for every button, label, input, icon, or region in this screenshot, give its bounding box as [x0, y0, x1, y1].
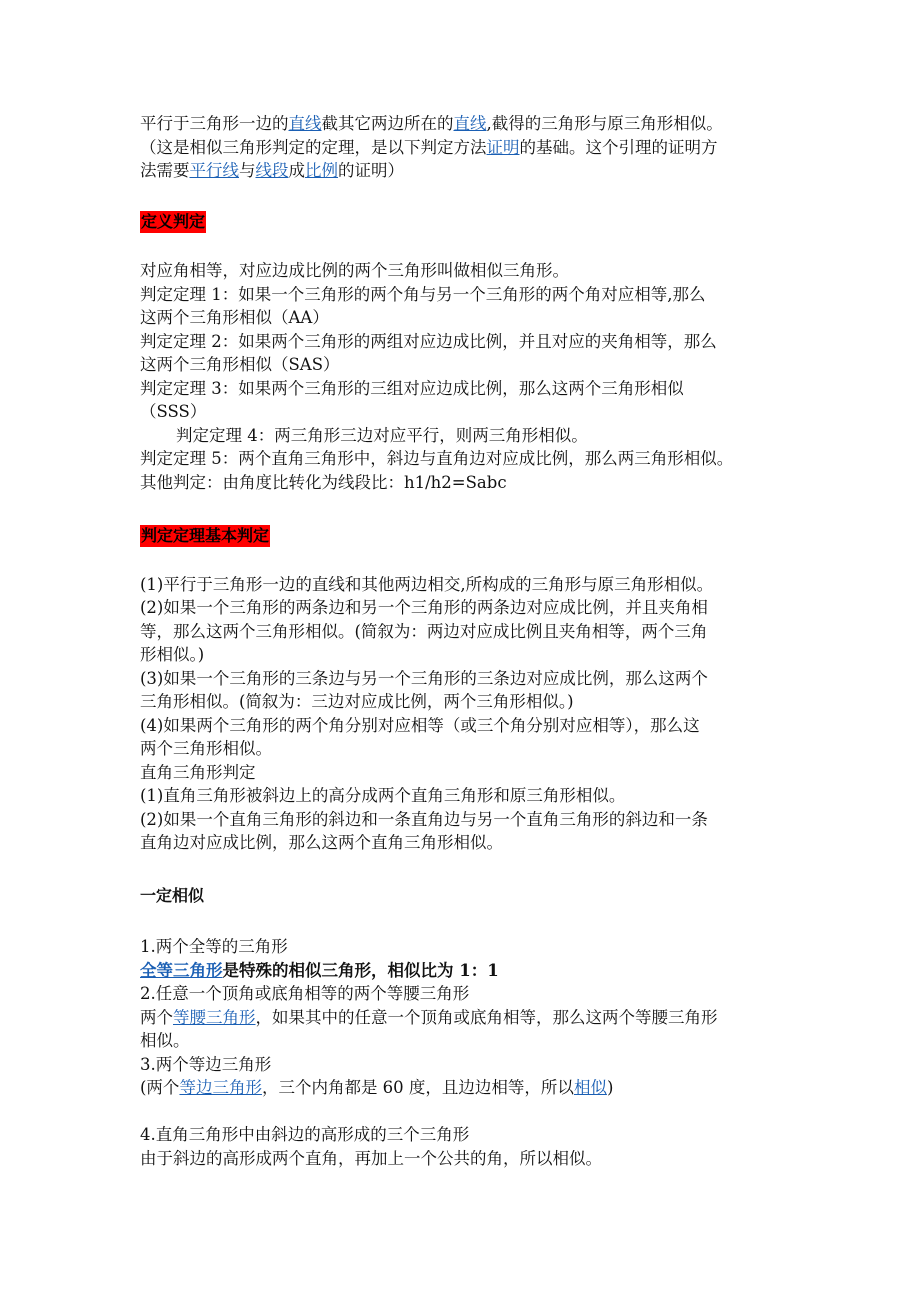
body-line: (3)如果一个三角形的三条边与另一个三角形的三条边对应成比例，那么这两个	[140, 668, 708, 688]
heading-highlight: 定义判定	[141, 212, 206, 231]
link-proof[interactable]: 证明	[486, 137, 520, 157]
intro-text: 的基础。这个引理的证明方	[519, 137, 718, 157]
item-text: )	[606, 1078, 614, 1097]
link-ratio[interactable]: 比例	[305, 161, 338, 180]
body-line: 对应角相等，对应边成比例的两个三角形叫做相似三角形。	[140, 261, 569, 280]
item-text: 是特殊的相似三角形，相似比为 1：1	[222, 960, 499, 980]
body-line: 等，那么这两个三角形相似。(简叙为：两边对应成比例且夹角相等，两个三角	[140, 621, 708, 641]
item-body	[140, 1006, 800, 1030]
link-congruent-triangle[interactable]: 全等三角形	[140, 960, 223, 980]
intro-text: 截其它两边所在的	[321, 114, 454, 133]
item-title: 4.直角三角形中由斜边的高形成的三个三角形	[140, 1125, 470, 1144]
intro-line-1	[140, 112, 800, 136]
item-body: 相似。	[140, 1031, 190, 1050]
body-line: (2)如果一个三角形的两条边和另一个三角形的两条边对应成比例，并且夹角相	[140, 598, 708, 617]
intro-text: （这是相似三角形判定的定理，是以下判定方法	[140, 137, 487, 157]
body-line: 其他判定：由角度比转化为线段比：h1/h2=Sabc	[140, 472, 507, 492]
body-line-indented: 判定定理 4：两三角形三边对应平行，则两三角形相似。	[176, 425, 588, 445]
link-equilateral-triangle[interactable]: 等边三角形	[179, 1078, 262, 1097]
intro-line-3	[140, 159, 800, 183]
body-line: 判定定理 1：如果一个三角形的两个角与另一个三角形的两个角对应相等,那么	[140, 284, 706, 304]
link-straight-line-2[interactable]: 直线	[453, 114, 487, 133]
body-line: 判定定理 5：两个直角三角形中，斜边与直角边对应成比例，那么两三角形相似。	[140, 449, 734, 468]
item-body	[140, 1076, 800, 1100]
intro-text: ,截得的三角形与原三角形相似。	[486, 114, 723, 133]
body-line: (2)如果一个直角三角形的斜边和一条直角边与另一个直角三角形的斜边和一条	[140, 809, 708, 829]
item-title: 3.两个等边三角形	[140, 1054, 272, 1074]
section-heading-definition	[140, 210, 800, 234]
body-line: 直角三角形判定	[140, 762, 256, 782]
body-line: 这两个三角形相似（SAS）	[140, 355, 340, 374]
intro-text: 的证明）	[338, 161, 404, 180]
body-line: 判定定理 2：如果两个三角形的两组对应边成比例，并且对应的夹角相等，那么	[140, 331, 717, 351]
intro-text: 平行于三角形一边的	[140, 114, 289, 133]
intro-text: 与	[239, 161, 256, 180]
body-line: 直角边对应成比例，那么这两个直角三角形相似。	[140, 833, 503, 852]
link-straight-line[interactable]: 直线	[288, 114, 322, 133]
link-isosceles-triangle[interactable]: 等腰三角形	[173, 1007, 256, 1027]
body-line: (1)平行于三角形一边的直线和其他两边相交,所构成的三角形与原三角形相似。	[140, 574, 714, 594]
item-text: (两个	[140, 1078, 180, 1097]
item-title: 1.两个全等的三角形	[140, 937, 288, 956]
body-line: (1)直角三角形被斜边上的高分成两个直角三角形和原三角形相似。	[140, 786, 626, 805]
body-line: 两个三角形相似。	[140, 739, 272, 758]
item-text: 两个	[140, 1007, 173, 1027]
heading-highlight: 判定定理基本判定	[141, 525, 270, 545]
item-text: ，三个内角都是 60 度，且边边相等，所以	[261, 1078, 574, 1097]
document-page	[140, 112, 800, 1170]
item-body	[140, 959, 800, 983]
body-line: 三角形相似。(简叙为：三边对应成比例，两个三角形相似。)	[140, 692, 574, 711]
body-line: （SSS）	[140, 402, 207, 421]
section-heading-basic-theorems	[140, 524, 800, 548]
item-body: 由于斜边的高形成两个直角，再加上一个公共的角，所以相似。	[140, 1148, 602, 1168]
body-line: (4)如果两个三角形的两个角分别对应相等（或三个角分别对应相等），那么这	[140, 715, 700, 735]
link-line-segment[interactable]: 线段	[255, 161, 289, 180]
intro-text: 成	[288, 161, 305, 180]
link-parallel-lines[interactable]: 平行线	[189, 161, 239, 180]
item-title: 2.任意一个顶角或底角相等的两个等腰三角形	[140, 984, 470, 1003]
item-text: ，如果其中的任意一个顶角或底角相等，那么这两个等腰三角形	[255, 1007, 718, 1027]
body-line: 形相似。)	[140, 645, 205, 664]
intro-line-2	[140, 136, 800, 160]
body-line: 判定定理 3：如果两个三角形的三组对应边成比例，那么这两个三角形相似	[140, 378, 684, 398]
body-line: 这两个三角形相似（AA）	[140, 308, 329, 327]
intro-text: 法需要	[140, 161, 190, 180]
link-similar[interactable]: 相似	[573, 1078, 607, 1097]
section-heading-always-similar: 一定相似	[140, 886, 205, 905]
